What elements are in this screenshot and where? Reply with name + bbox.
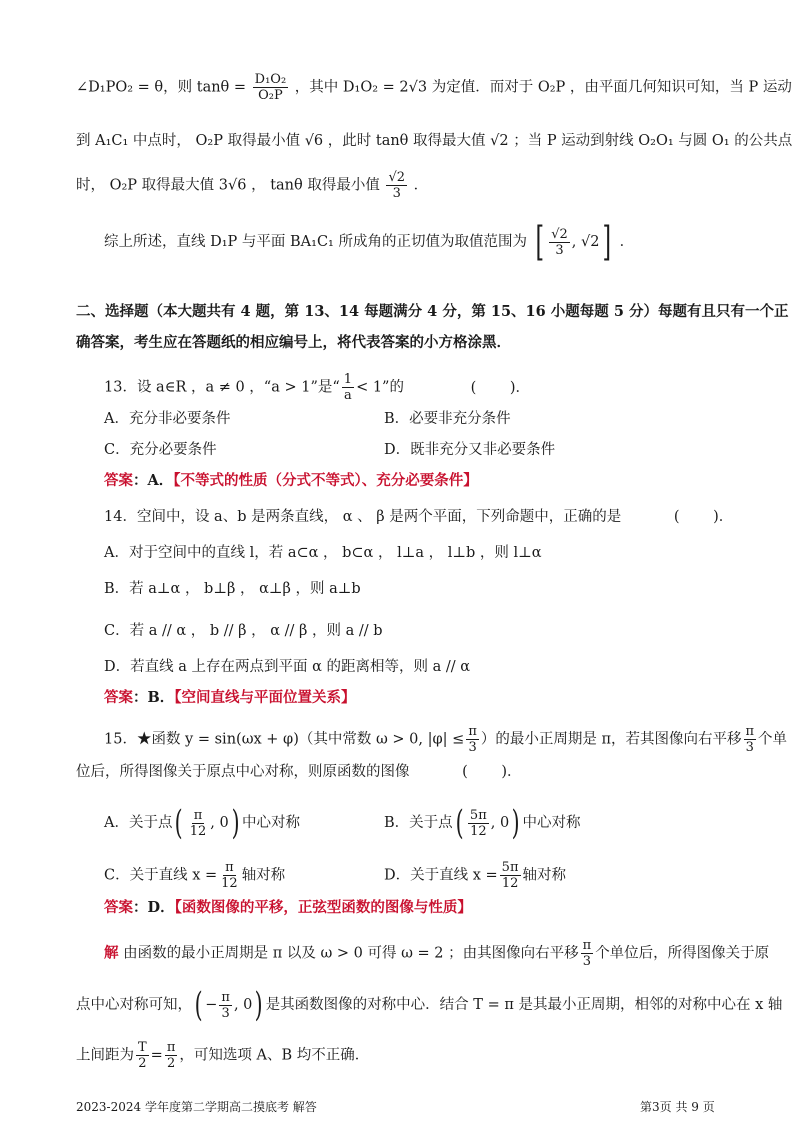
intro-line-3: 时， O₂P 取得最大值 3√6 ， tanθ 取得最小值 $\frac{√2}{3}$ ． [76, 170, 429, 201]
section-header: 二、选择题（本大题共有 4 题，第 13、14 每题满分 4 分，第 15、16 小题每题 5 分）每题有且只有一个正 [76, 303, 789, 320]
fraction: $\frac{1}{a}$ [343, 372, 353, 403]
fraction: $\frac{√2}{3}$ [551, 226, 568, 258]
q15-answer: 答案：D．【函数图像的平移，正弦型函数的图像与性质】 [104, 899, 472, 916]
footer-left: 2023-2024 学年度第二学期高二摸底考 解答 [76, 1100, 317, 1114]
footer-page-number: 第3页 共 9 页 [640, 1100, 715, 1114]
fraction: $\frac{√2}{3}$ [388, 170, 406, 201]
intro-line-2: 到 A₁C₁ 中点时， O₂P 取得最小值 √6 ，此时 tanθ 取得最大值 √2 ；当 P 运动到射线 O₂O₁ 与圆 O₁ 的公共点 [76, 133, 793, 149]
q15-option-d: D．关于直线 x = $\frac{5\pi}{12}$ 轴对称 [384, 860, 566, 891]
fraction: $\frac{T}{2}$ [138, 1040, 147, 1071]
intro-conclusion: 综上所述，直线 D₁P 与平面 BA₁C₁ 所成角的正切值为取值范围为 [ $\frac{√2}{3}$ , √2] ． [104, 219, 635, 265]
fraction: $\frac{\pi}{3}$ [582, 938, 592, 969]
intro-line-1: ∠D₁PO₂ = θ，则 tanθ = $\frac{\text{D₁O₂}}{\text{O₂P}}$ ，其中 D₁O₂ = 2√3 为定值．而对于 O₂P ，由平面几何知识可知，当 P 运动 [76, 72, 792, 103]
q15-solution-3: 上间距为 $\frac{T}{2}$ = $\frac{\pi}{2}$ ，可知选项 A、B 均不正确． [76, 1040, 370, 1071]
q15-solution-2: 点中心对称可知，( − $\frac{\pi}{3}$ , 0) 是其函数图像的对称中心．结合 T = π 是其最小正周期，相邻的对称中心在 x 轴 [76, 985, 783, 1025]
q15-solution-1: 解 由函数的最小正周期是 π 以及 ω > 0 可得 ω = 2 ；由其图像向右平移 $\frac{\pi}{3}$ 个单位后，所得图像关于原 [104, 938, 770, 969]
q14-option-c: C．若 a // α ， b // β ， α // β ，则 a // b [104, 623, 383, 639]
q13-option-d: D．既非充分又非必要条件 [384, 442, 556, 458]
q15-option-b: B．关于点( $\frac{5\pi}{12}$ , 0) 中心对称 [384, 803, 581, 843]
q15-stem: 15．★函数 y = sin(ωx + φ)（其中常数 ω > 0, |φ| ≤ $\frac{\pi}{3}$ ）的最小正周期是 π，若其图像向右平移 $\frac{\pi}{3}$ 个单 [104, 724, 788, 755]
fraction: $\frac{\pi}{2}$ [166, 1040, 176, 1071]
fraction: $\frac{\text{D₁O₂}}{\text{O₂P}}$ [254, 72, 287, 103]
q14-option-b: B．若 a⊥α ， b⊥β ， α⊥β ，则 a⊥b [104, 581, 361, 597]
section-header-2: 确答案，考生应在答题纸的相应编号上，将代表答案的小方格涂黑． [76, 334, 511, 351]
q14-stem: 14．空间中，设 a、b 是两条直线， α 、 β 是两个平面，下列命题中，正确的是 ( )． [104, 509, 734, 525]
q15-option-c: C．关于直线 x = $\frac{\pi}{12}$ 轴对称 [104, 860, 286, 891]
fraction: $\frac{\pi}{3}$ [745, 724, 755, 755]
fraction: $\frac{5\pi}{12}$ [469, 807, 487, 839]
q13-option-b: B．必要非充分条件 [384, 411, 511, 427]
fraction: $\frac{\pi}{3}$ [221, 989, 230, 1021]
q13-option-c: C．充分必要条件 [104, 442, 217, 458]
q13-answer: 答案：A．【不等式的性质（分式不等式）、充分必要条件】 [104, 472, 478, 489]
q14-option-d: D．若直线 a 上存在两点到平面 α 的距离相等，则 a // α [104, 659, 471, 675]
fraction: $\frac{\pi}{12}$ [189, 807, 207, 839]
q14-option-a: A．对于空间中的直线 l，若 a⊂α ， b⊂α ， l⊥a ， l⊥b ，则 l⊥α [104, 545, 542, 561]
q13-option-a: A．充分非必要条件 [104, 411, 231, 427]
q14-answer: 答案：B．【空间直线与平面位置关系】 [104, 689, 356, 706]
q15-option-a: A．关于点( $\frac{\pi}{12}$ , 0) 中心对称 [104, 803, 301, 843]
fraction: $\frac{\pi}{12}$ [221, 860, 238, 891]
fraction: $\frac{5\pi}{12}$ [501, 860, 519, 891]
fraction: $\frac{\pi}{3}$ [468, 724, 477, 755]
q13-stem: 13．设 a∈R ，a ≠ 0 ，“a > 1”是“ $\frac{1}{a}$ < 1”的 ( )． [104, 372, 531, 403]
q15-stem-2: 位后，所得图像关于原点中心对称，则原函数的图像 ( )． [76, 764, 522, 780]
